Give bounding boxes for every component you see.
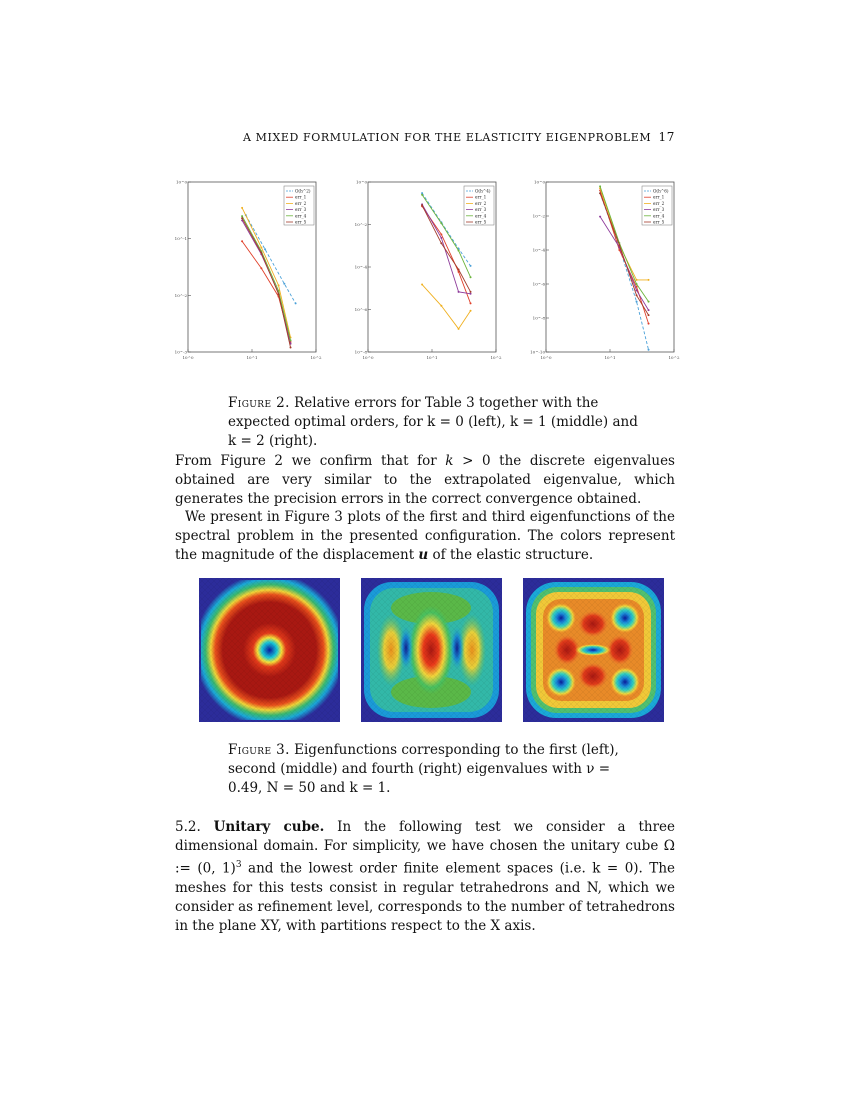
legend-label: err_1 [295, 194, 307, 200]
section-number: 5.2. [175, 819, 201, 835]
legend-label: err_3 [475, 207, 487, 213]
series-line-err4 [600, 186, 648, 301]
data-point [241, 240, 243, 242]
data-point [458, 250, 460, 252]
data-point [599, 216, 601, 218]
running-title: A MIXED FORMULATION FOR THE ELASTICITY EIGENPROBLEM [243, 131, 652, 144]
data-point [264, 248, 266, 250]
data-point [440, 222, 442, 224]
error-plot-k2 [530, 179, 680, 360]
data-point [458, 291, 460, 293]
x-tick-label: 10^2 [490, 355, 502, 360]
series-line-oh4 [422, 193, 470, 266]
y-tick-label: 10^0 [534, 179, 545, 185]
legend-label: err_5 [653, 219, 665, 225]
series-line-err4 [242, 216, 290, 340]
data-point [440, 233, 442, 235]
y-tick-label: 10^-2 [354, 222, 367, 227]
legend-label: err_4 [653, 213, 665, 219]
series-line-oh6 [600, 193, 648, 349]
data-point [636, 301, 638, 303]
legend-label: err_2 [653, 200, 665, 206]
series-line-err3 [422, 204, 470, 293]
y-tick-label: 10^-2 [174, 292, 187, 298]
p1-text-b: > 0 the discrete eigenvalues obtained are very similar to the extrapolated eigenvalue, which generates the precision errors in the correct convergence obtained. [175, 453, 675, 507]
data-point [648, 349, 650, 351]
data-point [278, 284, 280, 286]
legend-label: err_3 [295, 207, 307, 213]
y-tick-label: 10^0 [176, 179, 187, 185]
data-point [241, 215, 243, 217]
legend-label: err_2 [295, 200, 307, 206]
data-point [290, 339, 292, 341]
x-tick-label: 10^1 [246, 355, 258, 360]
error-plot-k0 [174, 179, 322, 360]
figure-2-caption [228, 394, 648, 451]
y-tick-label: 10^-3 [174, 349, 187, 355]
page-number: 17 [658, 130, 675, 144]
data-point [241, 217, 243, 219]
legend-label: O(h^2) [295, 188, 311, 194]
y-tick-label: 10^-2 [532, 213, 545, 219]
data-point [290, 347, 292, 349]
data-point [648, 309, 650, 311]
paragraph-1 [175, 452, 675, 509]
data-point [440, 242, 442, 244]
x-tick-label: 10^1 [426, 355, 438, 360]
p2-u: u [418, 547, 429, 563]
data-point [440, 305, 442, 307]
series-line-err2 [422, 285, 470, 329]
p1-text-a: From Figure 2 we confirm that for [175, 453, 446, 469]
legend-label: err_5 [295, 219, 307, 225]
x-tick-label: 10^1 [604, 355, 616, 360]
y-tick-label: 10^-1 [174, 236, 187, 242]
p1-k: k [445, 453, 454, 469]
data-point [421, 284, 423, 286]
error-plot-k1 [354, 179, 502, 360]
series-line-err2 [242, 208, 290, 338]
data-point [260, 267, 262, 269]
data-point [295, 302, 297, 304]
legend-label: err_2 [475, 200, 487, 206]
data-point [470, 265, 472, 267]
running-head [175, 130, 675, 148]
series-line-err5 [242, 218, 290, 347]
figure-2-label: Figure 2. [228, 395, 290, 411]
data-point [648, 314, 650, 316]
legend-label: err_1 [475, 194, 487, 200]
data-point [458, 328, 460, 330]
legend-label: err_4 [295, 213, 307, 219]
data-point [458, 268, 460, 270]
data-point [470, 302, 472, 304]
figure-2-caption-text: Relative errors for Table 3 together with the expected optimal orders, for k = 0 (left), k = 1 (middle) and k = 2 (right). [228, 395, 638, 449]
figure-3-caption [228, 741, 648, 798]
x-tick-label: 10^0 [362, 355, 374, 360]
section-title: Unitary cube. [213, 819, 325, 835]
x-tick-label: 10^0 [540, 355, 552, 360]
figure-3-caption-text: Eigenfunctions corresponding to the first (left), second (middle) and fourth (right) eigenvalues with ν = 0.49, N = 50 and k = 1. [228, 742, 619, 796]
data-point [636, 283, 638, 285]
data-point [421, 194, 423, 196]
eigenfunction-fourth [523, 578, 664, 722]
y-tick-label: 10^-6 [532, 281, 545, 287]
x-tick-label: 10^2 [310, 355, 322, 360]
data-point [421, 204, 423, 206]
data-point [440, 237, 442, 239]
data-point [283, 283, 285, 285]
data-point [636, 289, 638, 291]
data-point [470, 276, 472, 278]
eigenfunction-first [199, 578, 340, 722]
data-point [648, 279, 650, 281]
data-point [260, 246, 262, 248]
section-5-2 [175, 818, 675, 936]
section-text-b: and the lowest order finite element spaces (i.e. k = 0). The meshes for this tests consist in regular tetrahedrons and N, which we consider as refinement level, corresponds to the number of tetrahedrons in the plane XY, with partitions respect to the X axis. [175, 860, 676, 934]
y-tick-label: 10^-8 [532, 315, 545, 321]
series-line-err2 [600, 188, 648, 280]
data-point [648, 323, 650, 325]
section-text-a: In the following test we consider a three dimensional domain. For simplicity, we have chosen the unitary cube Ω := (0, 1) [175, 819, 675, 877]
data-point [648, 301, 650, 303]
y-tick-label: 10^-6 [354, 307, 367, 312]
data-point [260, 252, 262, 254]
y-tick-label: 10^0 [356, 179, 367, 185]
p2-text-a: We present in Figure 3 plots of the first and third eigenfunctions of the spectral problem in the presented configuration. The colors represent the magnitude of the displacement [175, 509, 675, 563]
series-line-err3 [600, 217, 648, 311]
legend-label: err_1 [653, 194, 665, 200]
eigenfunction-second [361, 578, 502, 722]
data-point [636, 294, 638, 296]
series-line-err1 [242, 241, 290, 342]
data-point [636, 279, 638, 281]
data-point [470, 291, 472, 293]
data-point [470, 310, 472, 312]
section-sup: 3 [235, 860, 242, 870]
series-line-err5 [422, 205, 470, 292]
data-point [599, 192, 601, 194]
y-tick-label: 10^-4 [532, 247, 545, 253]
x-tick-label: 10^0 [182, 355, 194, 360]
legend-label: err_3 [653, 207, 665, 213]
y-tick-label: 10^-10 [530, 349, 545, 355]
figure-3-label: Figure 3. [228, 742, 290, 758]
data-point [599, 185, 601, 187]
y-tick-label: 10^-4 [354, 264, 367, 270]
legend-label: err_5 [475, 219, 487, 225]
y-tick-label: 10^-8 [354, 349, 367, 355]
legend-label: O(h^6) [653, 188, 669, 194]
data-point [618, 244, 620, 246]
data-point [278, 293, 280, 295]
legend-label: O(h^4) [475, 188, 491, 194]
series-line-err4 [422, 195, 470, 278]
legend-label: err_4 [475, 213, 487, 219]
data-point [470, 293, 472, 295]
x-tick-label: 10^2 [668, 355, 680, 360]
p2-text-b: of the elastic structure. [428, 547, 594, 563]
data-point [241, 207, 243, 209]
paragraph-2 [175, 508, 675, 565]
series-line-oh2 [246, 215, 296, 303]
